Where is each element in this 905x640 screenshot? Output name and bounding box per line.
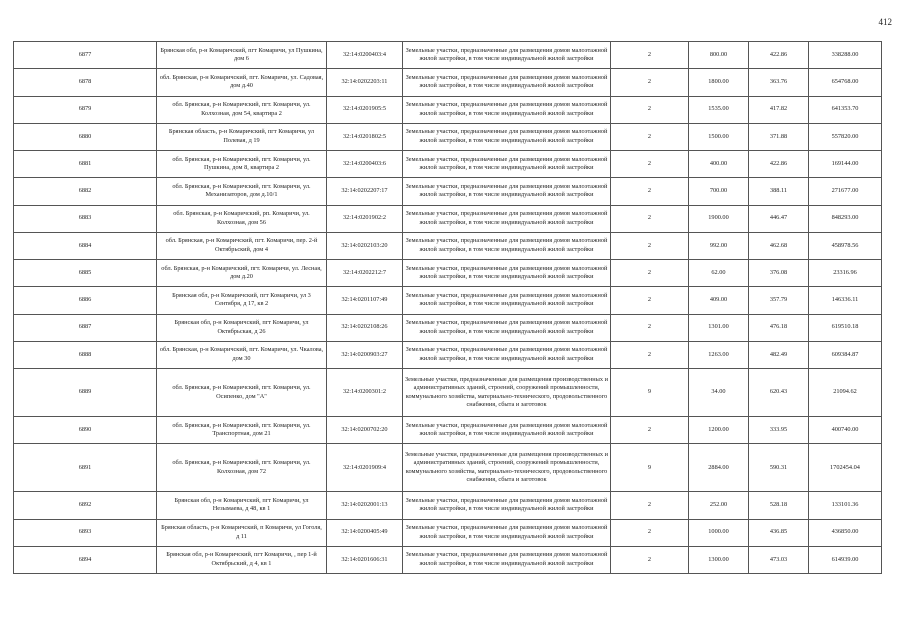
table-row: [14, 42, 882, 69]
cadastral-value: 619510.18: [809, 314, 882, 341]
land-purpose: Земельные участки, предназначенные для размещения домов малоэтажной жилой застройки, в том числе индивидуальной жилой застройки: [403, 341, 611, 368]
registry-table: [13, 41, 882, 574]
land-purpose: Земельные участки, предназначенные для размещения домов малоэтажной жилой застройки, в том числе индивидуальной жилой застройки: [403, 492, 611, 519]
area-value: 1301.00: [689, 314, 749, 341]
land-purpose: Земельные участки, предназначенные для размещения домов малоэтажной жилой застройки, в том числе индивидуальной жилой застройки: [403, 314, 611, 341]
table-row: [14, 444, 882, 492]
land-purpose: Земельные участки, предназначенные для размещения производственных и административных зданий, строений, сооружений промышленности, коммунального хозяйства, материально-технического, продовольственного снабжения, сбыта и заготовок: [403, 444, 611, 492]
group-number: 2: [611, 42, 689, 69]
land-purpose: Земельные участки, предназначенные для размещения домов малоэтажной жилой застройки, в том числе индивидуальной жилой застройки: [403, 519, 611, 546]
address-cell: обл. Брянская, р-н Комаричский, пгт. Комаричи, ул. Осипенко, дом "А": [157, 369, 327, 417]
address-cell: обл. Брянская, р-н Комаричский, пгт. Комаричи, ул. Лесная, дом д.20: [157, 260, 327, 287]
cadastral-number: 32:14:0200301:2: [327, 369, 403, 417]
land-purpose: Земельные участки, предназначенные для размещения домов малоэтажной жилой застройки, в том числе индивидуальной жилой застройки: [403, 151, 611, 178]
area-value: 1000.00: [689, 519, 749, 546]
cadastral-number: 32:14:0201802:5: [327, 123, 403, 150]
table-row: [14, 178, 882, 205]
address-cell: обл. Брянская, р-н Комаричский, пгт. Комаричи, ул. Пушкина, дом 8, квартира 2: [157, 151, 327, 178]
cadastral-value: 169144.00: [809, 151, 882, 178]
specific-value: 476.18: [749, 314, 809, 341]
area-value: 1263.00: [689, 341, 749, 368]
specific-value: 422.86: [749, 42, 809, 69]
area-value: 1500.00: [689, 123, 749, 150]
cadastral-value: 654768.00: [809, 69, 882, 96]
address-cell: Брянская обл, р-н Комаричский, пгт Комаричи, ул Пушкина, дом 6: [157, 42, 327, 69]
cadastral-number: 32:14:0201909:4: [327, 444, 403, 492]
table-row: [14, 96, 882, 123]
land-purpose: Земельные участки, предназначенные для размещения домов малоэтажной жилой застройки, в том числе индивидуальной жилой застройки: [403, 123, 611, 150]
record-number: 6888: [14, 341, 157, 368]
land-purpose: Земельные участки, предназначенные для размещения домов малоэтажной жилой застройки, в том числе индивидуальной жилой застройки: [403, 546, 611, 573]
area-value: 1535.00: [689, 96, 749, 123]
cadastral-value: 1702454.04: [809, 444, 882, 492]
record-number: 6893: [14, 519, 157, 546]
record-number: 6881: [14, 151, 157, 178]
cadastral-value: 271677.00: [809, 178, 882, 205]
table-row: [14, 151, 882, 178]
specific-value: 436.85: [749, 519, 809, 546]
group-number: 2: [611, 232, 689, 259]
specific-value: 376.08: [749, 260, 809, 287]
record-number: 6894: [14, 546, 157, 573]
table-row: [14, 260, 882, 287]
land-purpose: Земельные участки, предназначенные для размещения домов малоэтажной жилой застройки, в том числе индивидуальной жилой застройки: [403, 417, 611, 444]
group-number: 2: [611, 151, 689, 178]
cadastral-value: 146336.11: [809, 287, 882, 314]
cadastral-value: 436850.00: [809, 519, 882, 546]
table-row: [14, 369, 882, 417]
cadastral-value: 557820.00: [809, 123, 882, 150]
land-purpose: Земельные участки, предназначенные для размещения домов малоэтажной жилой застройки, в том числе индивидуальной жилой застройки: [403, 178, 611, 205]
record-number: 6879: [14, 96, 157, 123]
table-row: [14, 232, 882, 259]
address-cell: Брянская обл, р-н Комаричский, пгт Комаричи, ул Октябрьская, д 26: [157, 314, 327, 341]
specific-value: 417.82: [749, 96, 809, 123]
address-cell: обл. Брянская, р-н Комаричский, пгт. Комаричи, ул. Колхозная, дом 54, квартира 2: [157, 96, 327, 123]
cadastral-value: 614939.00: [809, 546, 882, 573]
table-row: [14, 341, 882, 368]
specific-value: 620.43: [749, 369, 809, 417]
cadastral-number: 32:14:0201902:2: [327, 205, 403, 232]
record-number: 6884: [14, 232, 157, 259]
cadastral-number: 32:14:0202207:17: [327, 178, 403, 205]
group-number: 2: [611, 260, 689, 287]
record-number: 6877: [14, 42, 157, 69]
record-number: 6883: [14, 205, 157, 232]
group-number: 2: [611, 314, 689, 341]
group-number: 2: [611, 123, 689, 150]
group-number: 2: [611, 69, 689, 96]
record-number: 6889: [14, 369, 157, 417]
area-value: 1900.00: [689, 205, 749, 232]
group-number: 2: [611, 287, 689, 314]
area-value: 1300.00: [689, 546, 749, 573]
table-row: [14, 519, 882, 546]
land-purpose: Земельные участки, предназначенные для размещения домов малоэтажной жилой застройки, в том числе индивидуальной жилой застройки: [403, 205, 611, 232]
cadastral-number: 32:14:0202203:11: [327, 69, 403, 96]
table-row: [14, 123, 882, 150]
group-number: 9: [611, 444, 689, 492]
record-number: 6891: [14, 444, 157, 492]
cadastral-number: 32:14:0200405:49: [327, 519, 403, 546]
specific-value: 357.79: [749, 287, 809, 314]
group-number: 2: [611, 492, 689, 519]
cadastral-number: 32:14:0201905:5: [327, 96, 403, 123]
record-number: 6890: [14, 417, 157, 444]
group-number: 9: [611, 369, 689, 417]
specific-value: 371.88: [749, 123, 809, 150]
table-row: [14, 69, 882, 96]
cadastral-number: 32:14:0200403:4: [327, 42, 403, 69]
group-number: 2: [611, 341, 689, 368]
cadastral-value: 21094.62: [809, 369, 882, 417]
address-cell: обл. Брянская, р-н Комаричский, пгт. Комаричи, ул. Механизаторов, дом д.10/1: [157, 178, 327, 205]
cadastral-number: 32:14:0200403:6: [327, 151, 403, 178]
record-number: 6886: [14, 287, 157, 314]
page-number: 412: [878, 17, 892, 27]
cadastral-value: 609384.87: [809, 341, 882, 368]
cadastral-value: 641353.70: [809, 96, 882, 123]
area-value: 1800.00: [689, 69, 749, 96]
land-purpose: Земельные участки, предназначенные для размещения домов малоэтажной жилой застройки, в том числе индивидуальной жилой застройки: [403, 260, 611, 287]
cadastral-value: 23316.96: [809, 260, 882, 287]
table-row: [14, 546, 882, 573]
address-cell: обл. Брянская, р-н Комаричский, пгт. Комаричи, ул. Чкалова, дом 30: [157, 341, 327, 368]
specific-value: 482.49: [749, 341, 809, 368]
specific-value: 333.95: [749, 417, 809, 444]
address-cell: Брянская обл, р-н Комаричский, пгт Комаричи, , пер 1-й Октябрьский, д 4, кв 1: [157, 546, 327, 573]
cadastral-number: 32:14:0201107:49: [327, 287, 403, 314]
record-number: 6887: [14, 314, 157, 341]
cadastral-number: 32:14:0202108:26: [327, 314, 403, 341]
cadastral-value: 133101.36: [809, 492, 882, 519]
group-number: 2: [611, 546, 689, 573]
cadastral-value: 400740.00: [809, 417, 882, 444]
address-cell: Брянская обл, р-н Комаричский, пгт Комаричи, ул 3 Сентября, д 17, кв 2: [157, 287, 327, 314]
address-cell: Брянская область, р-н Комаричский, п Комаричи, ул Гоголя, д 11: [157, 519, 327, 546]
cadastral-value: 338288.00: [809, 42, 882, 69]
area-value: 252.00: [689, 492, 749, 519]
area-value: 409.00: [689, 287, 749, 314]
record-number: 6878: [14, 69, 157, 96]
table-row: [14, 205, 882, 232]
cadastral-number: 32:14:0200903:27: [327, 341, 403, 368]
area-value: 992.00: [689, 232, 749, 259]
area-value: 400.00: [689, 151, 749, 178]
cadastral-number: 32:14:0201606:31: [327, 546, 403, 573]
area-value: 700.00: [689, 178, 749, 205]
cadastral-number: 32:14:0202001:13: [327, 492, 403, 519]
group-number: 2: [611, 417, 689, 444]
cadastral-value: 458978.56: [809, 232, 882, 259]
land-purpose: Земельные участки, предназначенные для размещения домов малоэтажной жилой застройки, в том числе индивидуальной жилой застройки: [403, 287, 611, 314]
table-row: [14, 492, 882, 519]
area-value: 800.00: [689, 42, 749, 69]
cadastral-number: 32:14:0202212:7: [327, 260, 403, 287]
address-cell: Брянская область, р-н Комаричский, пгт Комаричи, ул Полевая, д 19: [157, 123, 327, 150]
land-purpose: Земельные участки, предназначенные для размещения домов малоэтажной жилой застройки, в том числе индивидуальной жилой застройки: [403, 42, 611, 69]
group-number: 2: [611, 519, 689, 546]
record-number: 6880: [14, 123, 157, 150]
table-row: [14, 417, 882, 444]
area-value: 2884.00: [689, 444, 749, 492]
address-cell: Брянская обл, р-н Комаричский, пгт Комаричи, ул Незымаева, д 48, кв 1: [157, 492, 327, 519]
group-number: 2: [611, 96, 689, 123]
table-row: [14, 314, 882, 341]
group-number: 2: [611, 205, 689, 232]
address-cell: обл. Брянская, р-н Комаричский, пгт. Комаричи, ул. Транспортная, дом 21: [157, 417, 327, 444]
specific-value: 446.47: [749, 205, 809, 232]
area-value: 62.00: [689, 260, 749, 287]
specific-value: 590.31: [749, 444, 809, 492]
address-cell: обл. Брянская, р-н Комаричский, пгт. Комаричи, пер. 2-й Октябрьский, дом 4: [157, 232, 327, 259]
registry-table-body: [14, 42, 882, 574]
land-purpose: Земельные участки, предназначенные для размещения производственных и административных зданий, строений, сооружений промышленности, коммунального хозяйства, материально-технического, продовольственного снабжения, сбыта и заготовок: [403, 369, 611, 417]
record-number: 6892: [14, 492, 157, 519]
specific-value: 363.76: [749, 69, 809, 96]
land-purpose: Земельные участки, предназначенные для размещения домов малоэтажной жилой застройки, в том числе индивидуальной жилой застройки: [403, 69, 611, 96]
record-number: 6882: [14, 178, 157, 205]
cadastral-value: 848293.00: [809, 205, 882, 232]
group-number: 2: [611, 178, 689, 205]
address-cell: обл. Брянская, р-н Комаричский, пгт. Комаричи, ул. Колхозная, дом 72: [157, 444, 327, 492]
area-value: 34.00: [689, 369, 749, 417]
record-number: 6885: [14, 260, 157, 287]
specific-value: 462.68: [749, 232, 809, 259]
specific-value: 422.86: [749, 151, 809, 178]
specific-value: 473.03: [749, 546, 809, 573]
address-cell: обл. Брянская, р-н Комаричский, рп. Комаричи, ул. Колхозная, дом 56: [157, 205, 327, 232]
land-purpose: Земельные участки, предназначенные для размещения домов малоэтажной жилой застройки, в том числе индивидуальной жилой застройки: [403, 232, 611, 259]
table-row: [14, 287, 882, 314]
land-purpose: Земельные участки, предназначенные для размещения домов малоэтажной жилой застройки, в том числе индивидуальной жилой застройки: [403, 96, 611, 123]
address-cell: обл. Брянская, р-н Комаричский, пгт. Комаричи, ул. Садовая, дом д.40: [157, 69, 327, 96]
cadastral-number: 32:14:0200702:20: [327, 417, 403, 444]
cadastral-number: 32:14:0202103:20: [327, 232, 403, 259]
specific-value: 528.18: [749, 492, 809, 519]
area-value: 1200.00: [689, 417, 749, 444]
specific-value: 388.11: [749, 178, 809, 205]
